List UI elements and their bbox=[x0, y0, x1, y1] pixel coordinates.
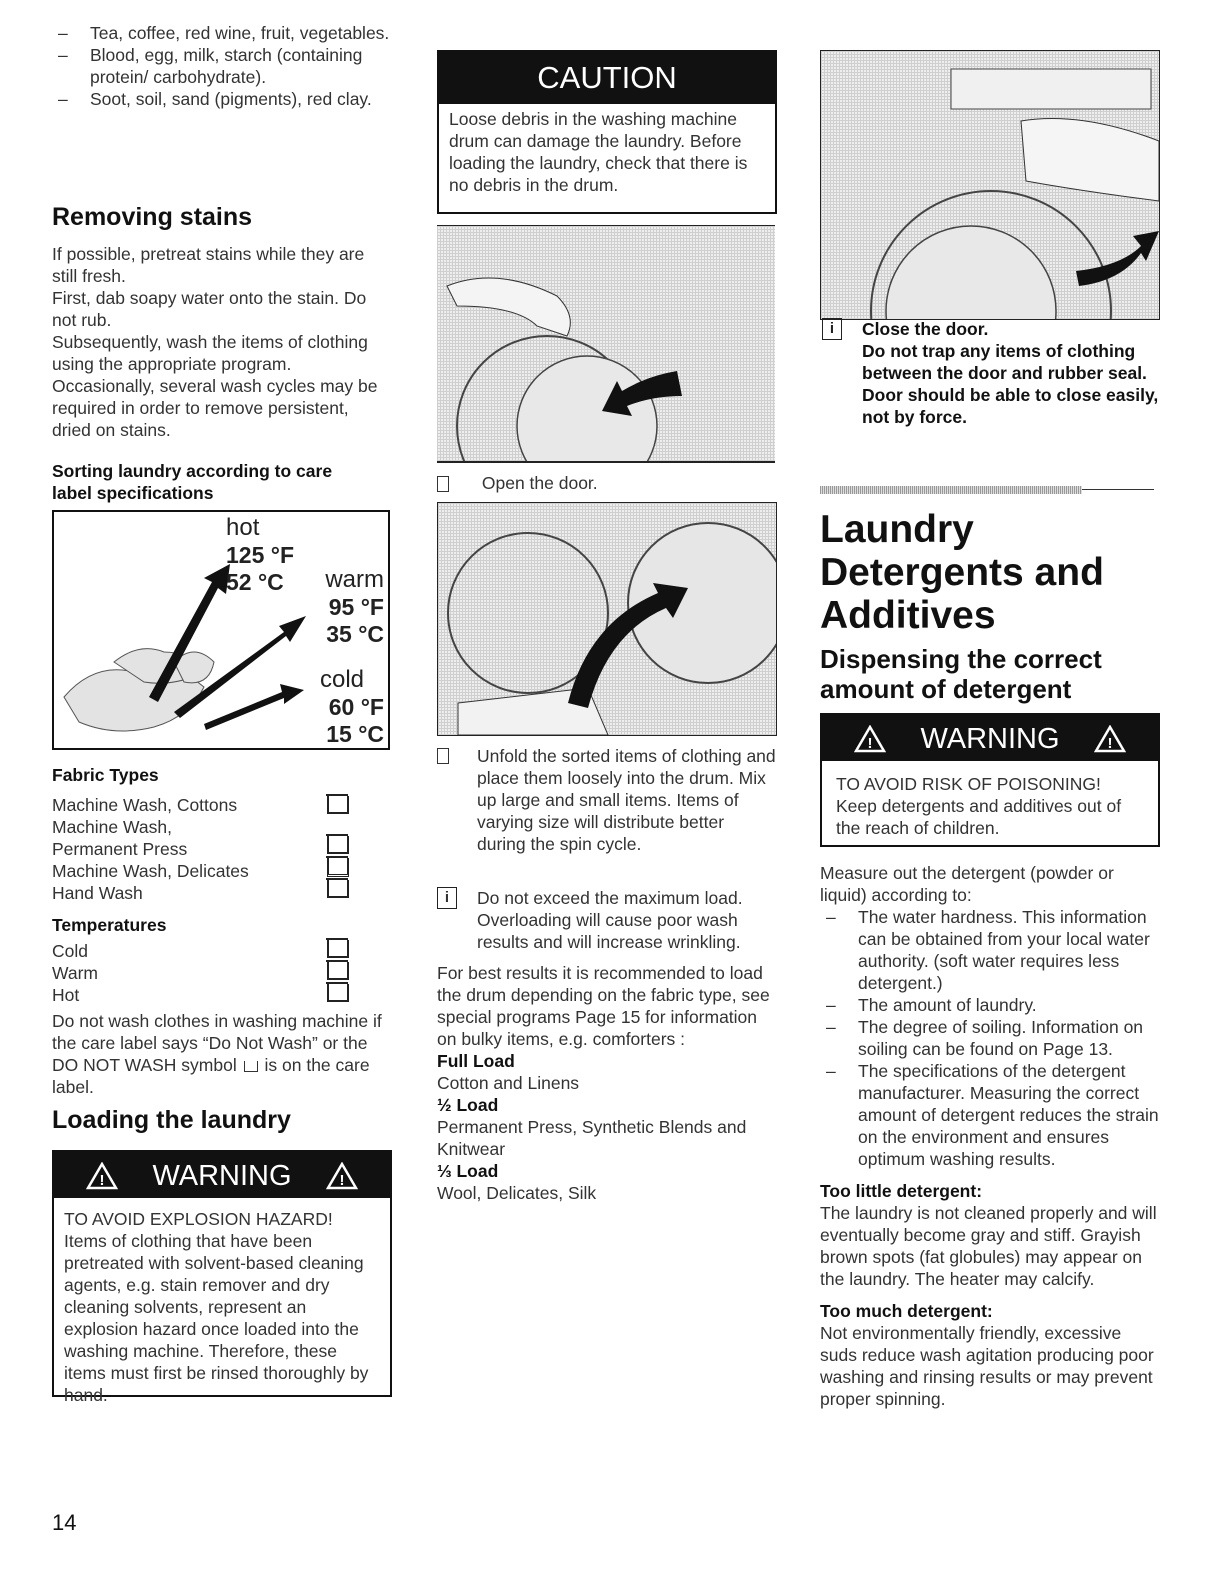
unfold-step bbox=[437, 745, 777, 855]
cold-fahrenheit: 60 °F bbox=[328, 694, 384, 720]
close-door-illustration bbox=[820, 50, 1160, 320]
warning-text: TO AVOID EXPLOSION HAZARD! Items of clothing that have been pretreated with solvent-based cleaning agents, e.g. stain remover and dry cleaning solvents, represent an explosion hazard once loaded into the washing machine. Therefore, these items must first be rinsed thoroughly by hand. bbox=[64, 1209, 369, 1405]
stain-types-list bbox=[52, 22, 392, 110]
paragraph: Measure out the detergent (powder or liquid) according to: bbox=[820, 863, 1114, 905]
poisoning-warning-box bbox=[820, 713, 1160, 847]
list-item: – The amount of laundry. bbox=[820, 994, 1160, 1016]
caution-box bbox=[437, 50, 777, 214]
paragraph: Not environmentally friendly, excessive suds reduce wash agitation producing poor washing and rinsing results or may prevent proper spinning. bbox=[820, 1323, 1154, 1409]
step-text: Open the door. bbox=[481, 473, 598, 493]
hot-celsius: 52 °C bbox=[226, 569, 284, 595]
temperature-figure bbox=[52, 510, 390, 750]
cold-celsius: 15 °C bbox=[326, 721, 384, 747]
max-load-note bbox=[437, 887, 777, 953]
caution-text: Loose debris in the washing machine drum can damage the laundry. Before loading the laundry, check that there is no debris in the drum. bbox=[449, 109, 748, 195]
paragraph: First, dab soapy water onto the stain. Do not rub. bbox=[52, 288, 367, 330]
warning-label: WARNING bbox=[152, 1160, 292, 1193]
paragraph: Wool, Delicates, Silk bbox=[437, 1183, 597, 1203]
list-item: Cold bbox=[52, 941, 88, 961]
measure-list bbox=[820, 906, 1160, 1170]
list-item: Hand Wash bbox=[52, 883, 143, 903]
info-icon: i bbox=[437, 887, 457, 909]
paragraph: Cotton and Linens bbox=[437, 1073, 580, 1093]
warning-triangle-icon bbox=[86, 1162, 118, 1190]
section-divider bbox=[820, 486, 1154, 494]
note-text: is on the care label. bbox=[52, 1055, 370, 1097]
list-item: Permanent Press bbox=[52, 839, 188, 859]
sorting-heading: Sorting laundry according to care label specifications bbox=[52, 461, 333, 503]
wash-symbol-permanent-press-icon bbox=[327, 836, 349, 854]
fabric-types-heading: Fabric Types bbox=[52, 765, 159, 785]
cold-label: cold bbox=[320, 666, 365, 693]
list-item: – Soot, soil, sand (pigments), red clay. bbox=[52, 88, 392, 110]
warning-label: WARNING bbox=[920, 723, 1060, 756]
list-item: Machine Wash, Delicates bbox=[52, 861, 249, 881]
paragraph: For best results it is recommended to load the drum depending on the fabric type, see special programs Page 15 for information on bulky items, e.g. comforters : bbox=[437, 963, 770, 1049]
removing-stains-heading: Removing stains bbox=[52, 203, 253, 231]
svg-text:!: ! bbox=[339, 1172, 345, 1190]
warning-triangle-icon bbox=[1094, 725, 1126, 753]
info-icon: i bbox=[822, 318, 842, 340]
temp-cold-icon bbox=[327, 940, 349, 958]
list-item: Warm bbox=[52, 963, 99, 983]
warning-bar bbox=[54, 1152, 390, 1198]
hot-label: hot bbox=[226, 514, 260, 541]
warm-celsius: 35 °C bbox=[326, 621, 384, 647]
loading-laundry-illustration bbox=[437, 502, 777, 736]
list-item: – Tea, coffee, red wine, fruit, vegetables. bbox=[52, 22, 392, 44]
full-load-heading: Full Load bbox=[437, 1051, 515, 1071]
paragraph: The laundry is not cleaned properly and will eventually become gray and stiff. Grayish brown spots (fat globules) may appear on the laundry. The heater may calcify. bbox=[820, 1203, 1157, 1289]
load-recommendations bbox=[437, 962, 777, 1204]
list-item: – The degree of soiling. Information on soiling can be found on Page 13. bbox=[820, 1016, 1160, 1060]
open-door-step bbox=[437, 472, 777, 494]
temp-warm-icon bbox=[327, 962, 349, 980]
warm-label: warm bbox=[325, 566, 384, 593]
page-number: 14 bbox=[52, 1510, 77, 1535]
do-not-wash-note bbox=[52, 1010, 387, 1098]
note-text: Do not wash clothes in washing machine if the care label says “Do Not Wash” or the DO NOT WASH symbol bbox=[52, 1011, 382, 1075]
svg-text:!: ! bbox=[867, 735, 873, 753]
hot-fahrenheit: 125 °F bbox=[226, 542, 295, 568]
warning-bar bbox=[822, 715, 1158, 761]
close-door-text: Do not trap any items of clothing between the door and rubber seal. Door should be able to close easily, not by force. bbox=[862, 341, 1159, 427]
too-little-heading: Too little detergent: bbox=[820, 1181, 983, 1201]
do-not-wash-icon bbox=[244, 1061, 258, 1072]
warning-text: TO AVOID RISK OF POISONING! Keep detergents and additives out of the reach of children. bbox=[836, 774, 1122, 838]
list-item: Machine Wash, bbox=[52, 817, 172, 837]
removing-stains-body bbox=[52, 243, 392, 441]
checkbox-icon bbox=[437, 748, 449, 764]
svg-text:!: ! bbox=[1107, 735, 1113, 753]
half-load-heading: ½ Load bbox=[437, 1095, 499, 1115]
svg-text:!: ! bbox=[99, 1172, 105, 1190]
list-item: – Blood, egg, milk, starch (containing protein/ carbohydrate). bbox=[52, 44, 392, 88]
paragraph: Subsequently, wash the items of clothing using the appropriate program. bbox=[52, 332, 368, 374]
loading-heading: Loading the laundry bbox=[52, 1106, 291, 1134]
close-door-heading: Close the door. bbox=[862, 319, 989, 339]
list-item: – The specifications of the detergent manufacturer. Measuring the correct amount of detergent reduces the strain on the environment and ensures optimum washing results. bbox=[820, 1060, 1160, 1170]
close-door-note bbox=[820, 318, 1160, 428]
measure-section bbox=[820, 862, 1160, 1410]
dispensing-heading: Dispensing the correct amount of detergent bbox=[820, 644, 1102, 704]
third-load-heading: ⅓ Load bbox=[437, 1161, 499, 1181]
paragraph: Permanent Press, Synthetic Blends and Knitwear bbox=[437, 1117, 747, 1159]
checkbox-icon bbox=[437, 476, 449, 492]
hand-wash-icon bbox=[327, 880, 349, 898]
paragraph: If possible, pretreat stains while they are still fresh. bbox=[52, 244, 365, 286]
note-text: Overloading will cause poor wash results and will increase wrinkling. bbox=[477, 910, 741, 952]
temp-hot-icon bbox=[327, 984, 349, 1002]
warning-triangle-icon bbox=[854, 725, 886, 753]
paragraph: Occasionally, several wash cycles may be required in order to remove persistent, dried on stains. bbox=[52, 376, 378, 440]
open-door-illustration bbox=[437, 225, 775, 463]
list-item: – The water hardness. This information can be obtained from your local water authority. (soft water requires less detergent.) bbox=[820, 906, 1160, 994]
warm-fahrenheit: 95 °F bbox=[328, 594, 384, 620]
explosion-warning-box bbox=[52, 1150, 392, 1405]
too-much-heading: Too much detergent: bbox=[820, 1301, 993, 1321]
list-item: Machine Wash, Cottons bbox=[52, 795, 238, 815]
wash-symbol-cottons-icon bbox=[327, 796, 349, 814]
temperatures-heading: Temperatures bbox=[52, 915, 167, 935]
list-item: Hot bbox=[52, 985, 80, 1005]
step-text: Unfold the sorted items of clothing and place them loosely into the drum. Mix up large and small items. Items of varying size will distribute better during the spin cycle. bbox=[477, 746, 776, 854]
section-title: Laundry Detergents and Additives bbox=[820, 508, 1104, 637]
wash-symbol-delicates-icon bbox=[327, 858, 349, 877]
caution-bar: CAUTION bbox=[439, 52, 775, 104]
warning-triangle-icon bbox=[326, 1162, 358, 1190]
note-text: Do not exceed the maximum load. bbox=[477, 888, 743, 908]
